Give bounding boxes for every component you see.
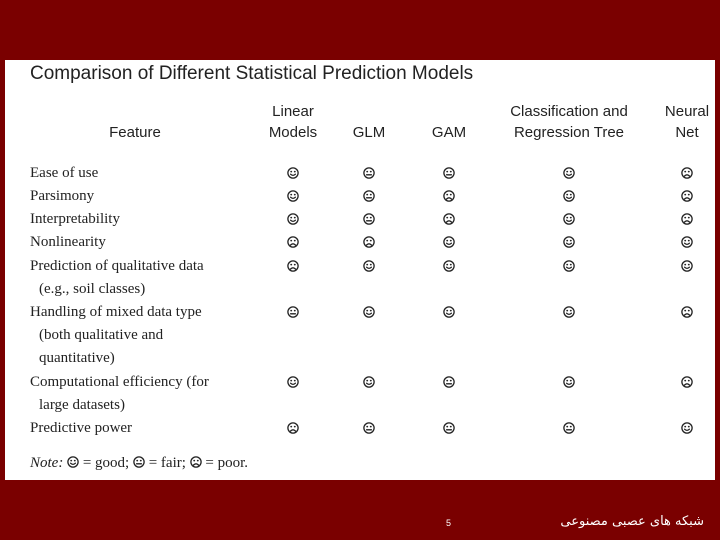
good-legend-text: = good; bbox=[82, 455, 130, 471]
good-rating-icon bbox=[363, 376, 375, 388]
good-rating-icon bbox=[563, 260, 575, 272]
poor-rating-icon bbox=[681, 167, 693, 179]
poor-rating-icon bbox=[681, 306, 693, 318]
feature-row-label: Ease of use bbox=[30, 165, 99, 181]
poor-rating-icon bbox=[681, 213, 693, 225]
good-rating-icon bbox=[681, 236, 693, 248]
good-rating-icon bbox=[287, 167, 299, 179]
poor-rating-icon bbox=[287, 236, 299, 248]
column-header-classification-regression-tree: Classification and Regression Tree bbox=[510, 103, 628, 141]
column-header-linear-models: Linear Models bbox=[268, 103, 318, 141]
good-rating-icon bbox=[287, 190, 299, 202]
poor-rating-icon bbox=[363, 236, 375, 248]
fair-icon bbox=[133, 455, 145, 471]
good-rating-icon bbox=[563, 306, 575, 318]
legend-note bbox=[30, 455, 248, 472]
slide-title: Comparison of Different Statistical Prediction Models bbox=[30, 63, 474, 84]
poor-rating-icon bbox=[443, 213, 455, 225]
good-rating-icon bbox=[287, 213, 299, 225]
poor-rating-icon bbox=[287, 260, 299, 272]
poor-rating-icon bbox=[287, 422, 299, 434]
fair-rating-icon bbox=[363, 213, 375, 225]
good-rating-icon bbox=[363, 260, 375, 272]
poor-rating-icon bbox=[443, 190, 455, 202]
fair-rating-icon bbox=[363, 422, 375, 434]
fair-rating-icon bbox=[363, 190, 375, 202]
bottom-band bbox=[0, 480, 720, 540]
poor-legend-text: = poor. bbox=[205, 455, 249, 471]
good-rating-icon bbox=[363, 306, 375, 318]
good-rating-icon bbox=[443, 236, 455, 248]
column-header-neural-net: Neural Net bbox=[664, 103, 710, 141]
feature-row-label: Computational efficiency (for large datasets) bbox=[30, 374, 209, 413]
poor-rating-icon bbox=[681, 190, 693, 202]
good-rating-icon bbox=[563, 236, 575, 248]
feature-row-label: Interpretability bbox=[30, 211, 120, 227]
good-rating-icon bbox=[563, 213, 575, 225]
good-rating-icon bbox=[681, 422, 693, 434]
good-rating-icon bbox=[563, 190, 575, 202]
column-header-gam: GAM bbox=[431, 124, 467, 141]
page-number: 5 bbox=[446, 518, 452, 528]
good-rating-icon bbox=[443, 260, 455, 272]
fair-rating-icon bbox=[287, 306, 299, 318]
good-rating-icon bbox=[287, 376, 299, 388]
feature-row-label: Handling of mixed data type (both qualitative and quantitative) bbox=[30, 304, 202, 366]
fair-rating-icon bbox=[443, 422, 455, 434]
good-rating-icon bbox=[443, 306, 455, 318]
note-label: Note: bbox=[30, 455, 64, 471]
feature-row-label: Predictive power bbox=[30, 420, 133, 436]
fair-rating-icon bbox=[443, 376, 455, 388]
feature-row-label: Prediction of qualitative data (e.g., soil classes) bbox=[30, 258, 204, 297]
good-icon bbox=[67, 455, 79, 471]
good-rating-icon bbox=[563, 167, 575, 179]
fair-rating-icon bbox=[563, 422, 575, 434]
poor-rating-icon bbox=[681, 376, 693, 388]
feature-column-header: Feature bbox=[109, 124, 161, 141]
top-band bbox=[0, 0, 720, 60]
good-rating-icon bbox=[681, 260, 693, 272]
good-rating-icon bbox=[563, 376, 575, 388]
feature-row-label: Nonlinearity bbox=[30, 234, 106, 250]
feature-row-label: Parsimony bbox=[30, 188, 95, 204]
footer-title: شبکه های عصبی مصنوعی bbox=[560, 514, 704, 529]
column-header-glm: GLM bbox=[352, 124, 386, 141]
fair-rating-icon bbox=[443, 167, 455, 179]
fair-rating-icon bbox=[363, 167, 375, 179]
poor-icon bbox=[190, 455, 202, 471]
fair-legend-text: = fair; bbox=[148, 455, 186, 471]
